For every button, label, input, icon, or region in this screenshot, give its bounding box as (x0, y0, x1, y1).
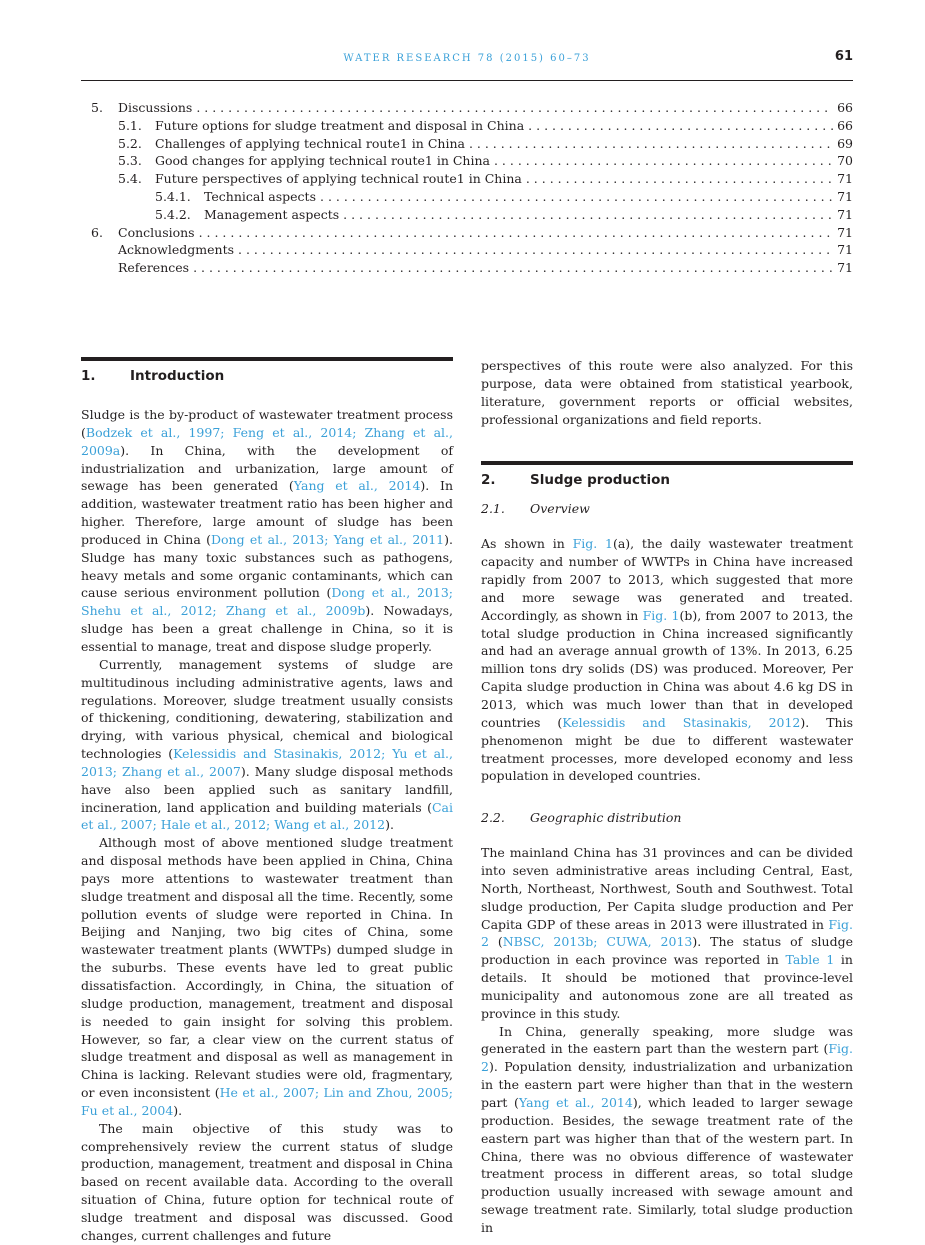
body-text: ). This phenomenon might be due to different wastewater treatment processes, more developed economy and less population in developed countries. (481, 714, 853, 784)
body-text: The mainland China has 31 provinces and can be divided into seven administrative areas including Central, East, North, Northeast, Northwest, South and Southwest. Total sludge production, Per Capita sludge production and Per Capita GDP of these areas in 2013 were illustrated in (481, 845, 853, 932)
toc-leader-dots (199, 225, 834, 240)
toc-entry[interactable] (91, 153, 853, 171)
citation-link[interactable]: Fig. 1 (572, 536, 613, 552)
toc-entry-title: Future perspectives of applying technical route1 in China (155, 171, 522, 187)
toc-entry[interactable] (91, 171, 853, 189)
geographic-paragraph-1 (481, 844, 853, 1022)
citation-link[interactable]: Table 1 (785, 952, 835, 968)
toc-leader-dots (193, 260, 833, 275)
subsection-heading-overview (481, 500, 853, 518)
toc-entry[interactable] (91, 242, 853, 260)
toc-entry-title: Future options for sludge treatment and disposal in China (155, 117, 525, 133)
citation-link[interactable]: Fig. 2 (481, 1041, 853, 1075)
citation-link[interactable]: Dong et al., 2013; Shehu et al., 2012; Zhang et al., 2009b (81, 585, 453, 619)
toc-entry-page: 71 (837, 171, 853, 187)
intro-paragraph-1 (81, 406, 453, 656)
body-text: in details. It should be motioned that province-level municipality and autonomous zone are all treated as province in this study. (481, 952, 853, 1021)
intro-paragraph-5: perspectives of this route were also analyzed. For this purpose, data were obtained from statistical yearbook, literature, government reports or official websites, professional organizations and field reports. (481, 358, 853, 427)
toc-entry-page: 66 (837, 117, 853, 133)
body-text: ). The status of sludge production in each province was reported in (481, 934, 853, 968)
toc-entry-title: Management aspects (204, 206, 340, 222)
toc-leader-dots (196, 100, 833, 115)
toc-leader-dots (469, 136, 833, 151)
toc-leader-dots (526, 171, 833, 186)
citation-link[interactable]: Kelessidis and Stasinakis, 2012; Yu et al., 2013; Zhang et al., 2007 (81, 746, 454, 779)
body-text: ). In addition, wastewater treatment ratio has been higher and higher. Therefore, large amount of sludge has been produced in China ( (81, 478, 453, 547)
citation-link[interactable]: Fig. 1 (642, 607, 680, 623)
toc-entry-title: Technical aspects (204, 188, 316, 204)
table-of-contents (91, 100, 853, 278)
subsection-number: 2.2. (481, 810, 505, 826)
body-text: ). (385, 817, 394, 833)
toc-entry[interactable] (91, 118, 853, 136)
overview-paragraph (481, 535, 853, 785)
toc-entry-page: 71 (837, 224, 853, 240)
toc-entry-number: 5.4.2. (155, 206, 191, 222)
toc-entry[interactable] (91, 136, 853, 154)
toc-entry-title: Conclusions (118, 224, 195, 240)
body-text: In China, generally speaking, more sludge was generated in the eastern part than the western part ( (481, 1023, 853, 1057)
toc-entry[interactable] (91, 100, 853, 118)
citation-link[interactable]: NBSC, 2013b; CUWA, 2013 (502, 934, 693, 950)
toc-entry[interactable] (91, 260, 853, 278)
toc-entry-number: 5.4.1. (155, 188, 191, 204)
right-column (481, 357, 853, 1237)
toc-entry-page: 71 (837, 260, 853, 276)
subsection-title: Geographic distribution (530, 810, 682, 826)
toc-entry-number: 5.2. (118, 135, 142, 151)
toc-leader-dots (238, 242, 833, 257)
toc-entry-page: 69 (837, 135, 853, 151)
toc-entry-number: 5.3. (118, 153, 142, 169)
intro-paragraph-4: The main objective of this study was to comprehensively review the current status of sludge production, management, treatment and disposal in China based on recent available data. According to the overall situation of China, future option for technical route of sludge treatment and disposal was discussed. Good changes, current challenges and future (81, 1120, 453, 1243)
toc-leader-dots (494, 153, 833, 168)
subsection-title: Overview (530, 501, 590, 517)
citation-link[interactable]: Yang et al., 2014 (518, 1095, 633, 1110)
toc-entry-number: 5.1. (118, 117, 142, 133)
body-text: ). Many sludge disposal methods have also been applied such as sanitary landfill, incineration, land application and building materials ( (81, 763, 453, 815)
body-text: Sludge is the by-product of wastewater treatment process ( (81, 407, 453, 440)
left-column (81, 357, 453, 1245)
geographic-paragraph-2 (481, 1023, 853, 1237)
section-heading-introduction (81, 357, 453, 392)
toc-leader-dots (528, 118, 833, 133)
toc-entry-number: 5. (91, 100, 103, 115)
citation-link[interactable]: Cai et al., 2007; Hale et al., 2012; Wang et al., 2012 (81, 799, 453, 833)
subsection-heading-geographic-distribution (481, 809, 853, 827)
subsection-number: 2.1. (481, 501, 505, 517)
body-text: ). Population density, industrialization and urbanization in the eastern part were higher than that in the western part ( (481, 1059, 853, 1110)
toc-entry-title: Challenges of applying technical route1 in China (155, 135, 465, 151)
citation-link[interactable]: Fig. 2 (481, 916, 853, 950)
toc-entry-title: Good changes for applying technical route1 in China (155, 153, 490, 169)
body-text: ), which leaded to larger sewage production. Besides, the sewage treatment rate of the eastern part was higher than that of the western part. In China, there was no obvious difference of wastewater treatment process in different areas, so total sludge production usually increased with sewage amount and sewage treatment rate. Similarly, total sludge production in (481, 1095, 853, 1235)
citation-link[interactable]: Bodzek et al., 1997; Feng et al., 2014; Zhang et al., 2009a (81, 424, 453, 458)
citation-link[interactable]: Yang et al., 2014 (293, 478, 421, 494)
toc-entry[interactable] (91, 189, 853, 207)
section-title: Introduction (130, 368, 225, 384)
toc-entry-title: Discussions (118, 100, 193, 115)
toc-entry[interactable] (91, 207, 853, 225)
body-text: Although most of above mentioned sludge treatment and disposal methods have been applied in China, China pays more attentions to wastewater treatment than sludge treatment and disposal all the time. Recently, some pollution events of sludge were reported in China. In Beijing and Nanjing, two big cites of China, some wastewater treatment plants (WWTPs) dumped sludge in the suburbs. These events have led to great public dissatisfaction. Accordingly, in China, the situation of sludge production, management, treatment and disposal is needed to gain insight for solving this problem. However, so far, a clear view on the current status of sludge treatment and disposal as well as management in China is lacking. Relevant studies were old, fragmentary, or even inconsistent ( (81, 835, 453, 1101)
toc-entry-number: 6. (91, 224, 103, 240)
body-text: ). (173, 1102, 183, 1118)
toc-entry-title: References (118, 260, 190, 276)
intro-paragraph-2 (81, 656, 453, 834)
toc-entry-page: 66 (837, 100, 853, 115)
journal-title[interactable]: WATER RESEARCH 78 (2015) 60–73 (343, 53, 591, 64)
toc-entry-number: 5.4. (118, 171, 142, 187)
section-heading-sludge-production (481, 461, 853, 496)
intro-paragraph-3 (81, 834, 453, 1120)
toc-entry-page: 70 (837, 153, 853, 169)
body-text: ). Sludge has many toxic substances such as pathogens, heavy metals and some organic contaminants, which can cause serious environment pollution ( (81, 531, 453, 601)
body-text: (a), the daily wastewater treatment capacity and number of WWTPs in China have increased rapidly from 2007 to 2013, which suggested that more and more sewage was generated and treated. Accordingly, as shown in (481, 536, 853, 623)
toc-entry-page: 71 (837, 188, 853, 204)
body-text: As shown in (481, 536, 573, 552)
body-text: ). Nowadays, sludge has been a great challenge in China, so it is essential to manage, treat and dispose sludge properly. (81, 603, 454, 654)
toc-entry-page: 71 (837, 206, 853, 222)
section-title: Sludge production (530, 472, 670, 489)
toc-entry[interactable] (91, 225, 853, 243)
body-text: Currently, management systems of sludge are multitudinous including administrative agents, laws and regulations. Moreover, sludge treatment usually consists of thickening, conditioning, dewatering, stabilization and drying, with various physical, chemical and biological technologies ( (81, 656, 453, 762)
page-number: 61 (834, 49, 853, 64)
body-text: ( (488, 934, 503, 950)
body-text: (b), from 2007 to 2013, the total sludge production in China increased significantly and had an average annual growth of 13%. In 2013, 6.25 million tons dry solids (DS) was produced. Moreover, Per Capita sludge production in China was about 4.6 kg DS in 2013, which was much lower than that in developed countries ( (481, 607, 853, 730)
section-number: 1. (81, 368, 96, 384)
toc-leader-dots (343, 207, 833, 222)
citation-link[interactable]: Kelessidis and Stasinakis, 2012 (562, 714, 801, 730)
running-header (81, 48, 853, 81)
body-text: ). In China, with the development of industrialization and urbanization, large amount of sewage has been generated ( (81, 442, 453, 494)
citation-link[interactable]: He et al., 2007; Lin and Zhou, 2005; Fu et al., 2004 (81, 1085, 453, 1118)
toc-entry-page: 71 (837, 242, 853, 258)
toc-leader-dots (320, 189, 833, 204)
section-number: 2. (481, 472, 496, 489)
toc-entry-title: Acknowledgments (118, 242, 235, 258)
citation-link[interactable]: Dong et al., 2013; Yang et al., 2011 (210, 531, 445, 547)
